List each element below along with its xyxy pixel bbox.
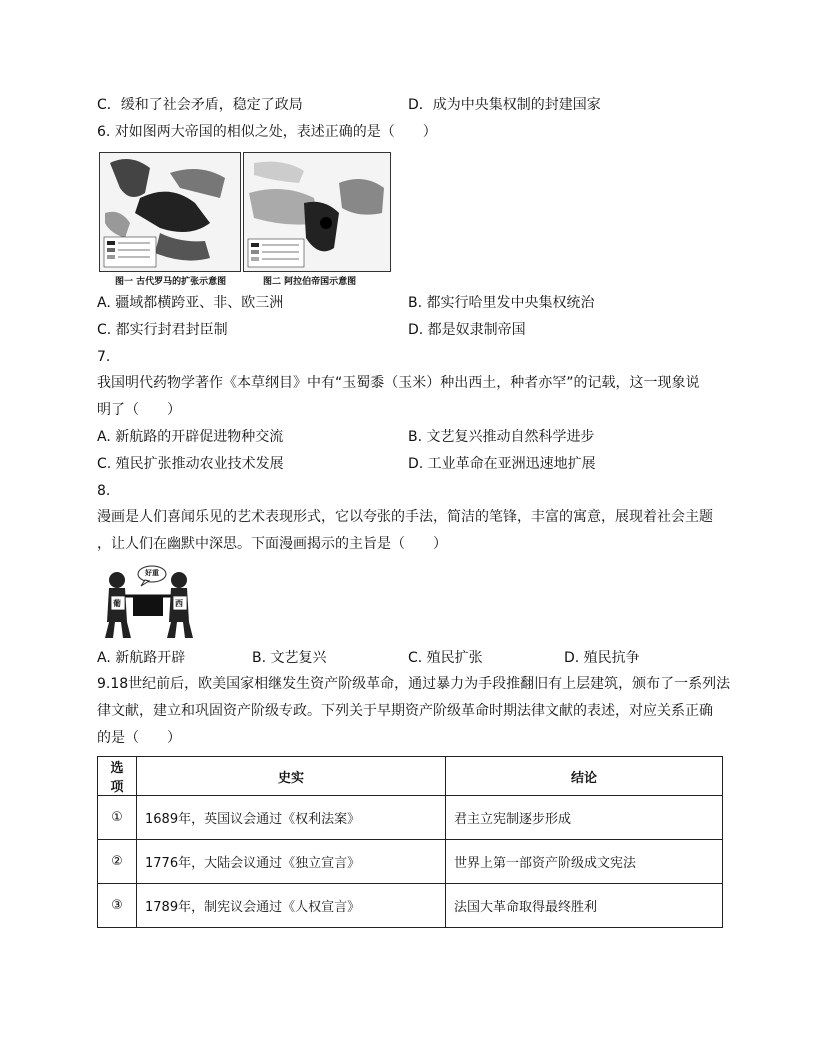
row-conclusion: 法国大革命取得最终胜利: [446, 884, 723, 928]
q8-stem-line2: ，让人们在幽默中深思。下面漫画揭示的主旨是（ ）: [97, 536, 447, 552]
q9-stem-line3: 的是（ ）: [97, 730, 181, 746]
q7-number: 7.: [97, 349, 111, 365]
row-fact: 1689年，英国议会通过《权利法案》: [137, 796, 446, 840]
q8-option-b: B. 文艺复兴: [252, 650, 327, 666]
q6-option-a: A. 疆域都横跨亚、非、欧三洲: [97, 295, 284, 311]
arab-empire-map: [243, 152, 391, 272]
q7-stem-line1: 我国明代药物学著作《本草纲目》中有“玉蜀黍（玉米）种出西土，种者亦罕”的记载，这一现象说: [97, 375, 700, 391]
header-conclusion: 结论: [446, 757, 723, 796]
map1-caption: 图一 古代罗马的扩张示意图: [115, 277, 227, 287]
q6-maps-figure: [97, 150, 392, 290]
header-option: 选项: [98, 757, 137, 796]
table-row: [98, 840, 723, 884]
q9-table: [97, 756, 723, 928]
table-row: [98, 796, 723, 840]
q8-stem-line1: 漫画是人们喜闻乐见的艺术表现形式，它以夸张的手法，简洁的笔锋，丰富的寓意，展现着社会主题: [97, 509, 713, 525]
q5-option-c: C．缓和了社会矛盾，稳定了政局: [97, 97, 303, 113]
q8-cartoon: [97, 562, 197, 644]
q7-stem-line2: 明了（ ）: [97, 402, 181, 418]
q6-option-b: B. 都实行哈里发中央集权统治: [408, 295, 595, 311]
q6-option-c: C. 都实行封君封臣制: [97, 322, 228, 338]
q8-number: 8.: [97, 483, 111, 499]
row-option: ③: [98, 884, 137, 928]
map2-caption: 图二 阿拉伯帝国示意图: [263, 277, 357, 287]
table-row: [98, 884, 723, 928]
q7-option-d: D. 工业革命在亚洲迅速地扩展: [408, 456, 596, 472]
q7-option-c: C. 殖民扩张推动农业技术发展: [97, 456, 284, 472]
q9-stem-line2: 律文献，建立和巩固资产阶级专政。下列关于早期资产阶级革命时期法律文献的表述，对应关系正确: [97, 703, 713, 719]
q8-option-a: A. 新航路开辟: [97, 650, 186, 666]
q6-stem: 6. 对如图两大帝国的相似之处，表述正确的是（ ）: [97, 124, 437, 140]
row-fact: 1789年，制宪议会通过《人权宣言》: [137, 884, 446, 928]
q7-option-a: A. 新航路的开辟促进物种交流: [97, 429, 284, 445]
q6-option-d: D. 都是奴隶制帝国: [408, 322, 526, 338]
header-fact: 史实: [137, 757, 446, 796]
q5-option-d: D．成为中央集权制的封建国家: [408, 97, 601, 113]
cartoon-right-label: 西: [175, 599, 183, 608]
row-conclusion: 君主立宪制逐步形成: [446, 796, 723, 840]
q8-option-c: C. 殖民扩张: [408, 650, 483, 666]
table-header-row: [98, 757, 723, 796]
cartoon-left-label: 葡: [113, 599, 121, 608]
q9-stem-line1: 9.18世纪前后，欧美国家相继发生资产阶级革命，通过暴力为手段推翻旧有上层建筑，颁布了一系列法: [97, 676, 731, 692]
roman-expansion-map: [99, 152, 241, 272]
row-option: ②: [98, 840, 137, 884]
row-fact: 1776年，大陆会议通过《独立宣言》: [137, 840, 446, 884]
row-conclusion: 世界上第一部资产阶级成文宪法: [446, 840, 723, 884]
row-option: ①: [98, 796, 137, 840]
q8-option-d: D. 殖民抗争: [564, 650, 640, 666]
cartoon-bubble-text: 好重: [145, 569, 159, 577]
q7-option-b: B. 文艺复兴推动自然科学进步: [408, 429, 595, 445]
